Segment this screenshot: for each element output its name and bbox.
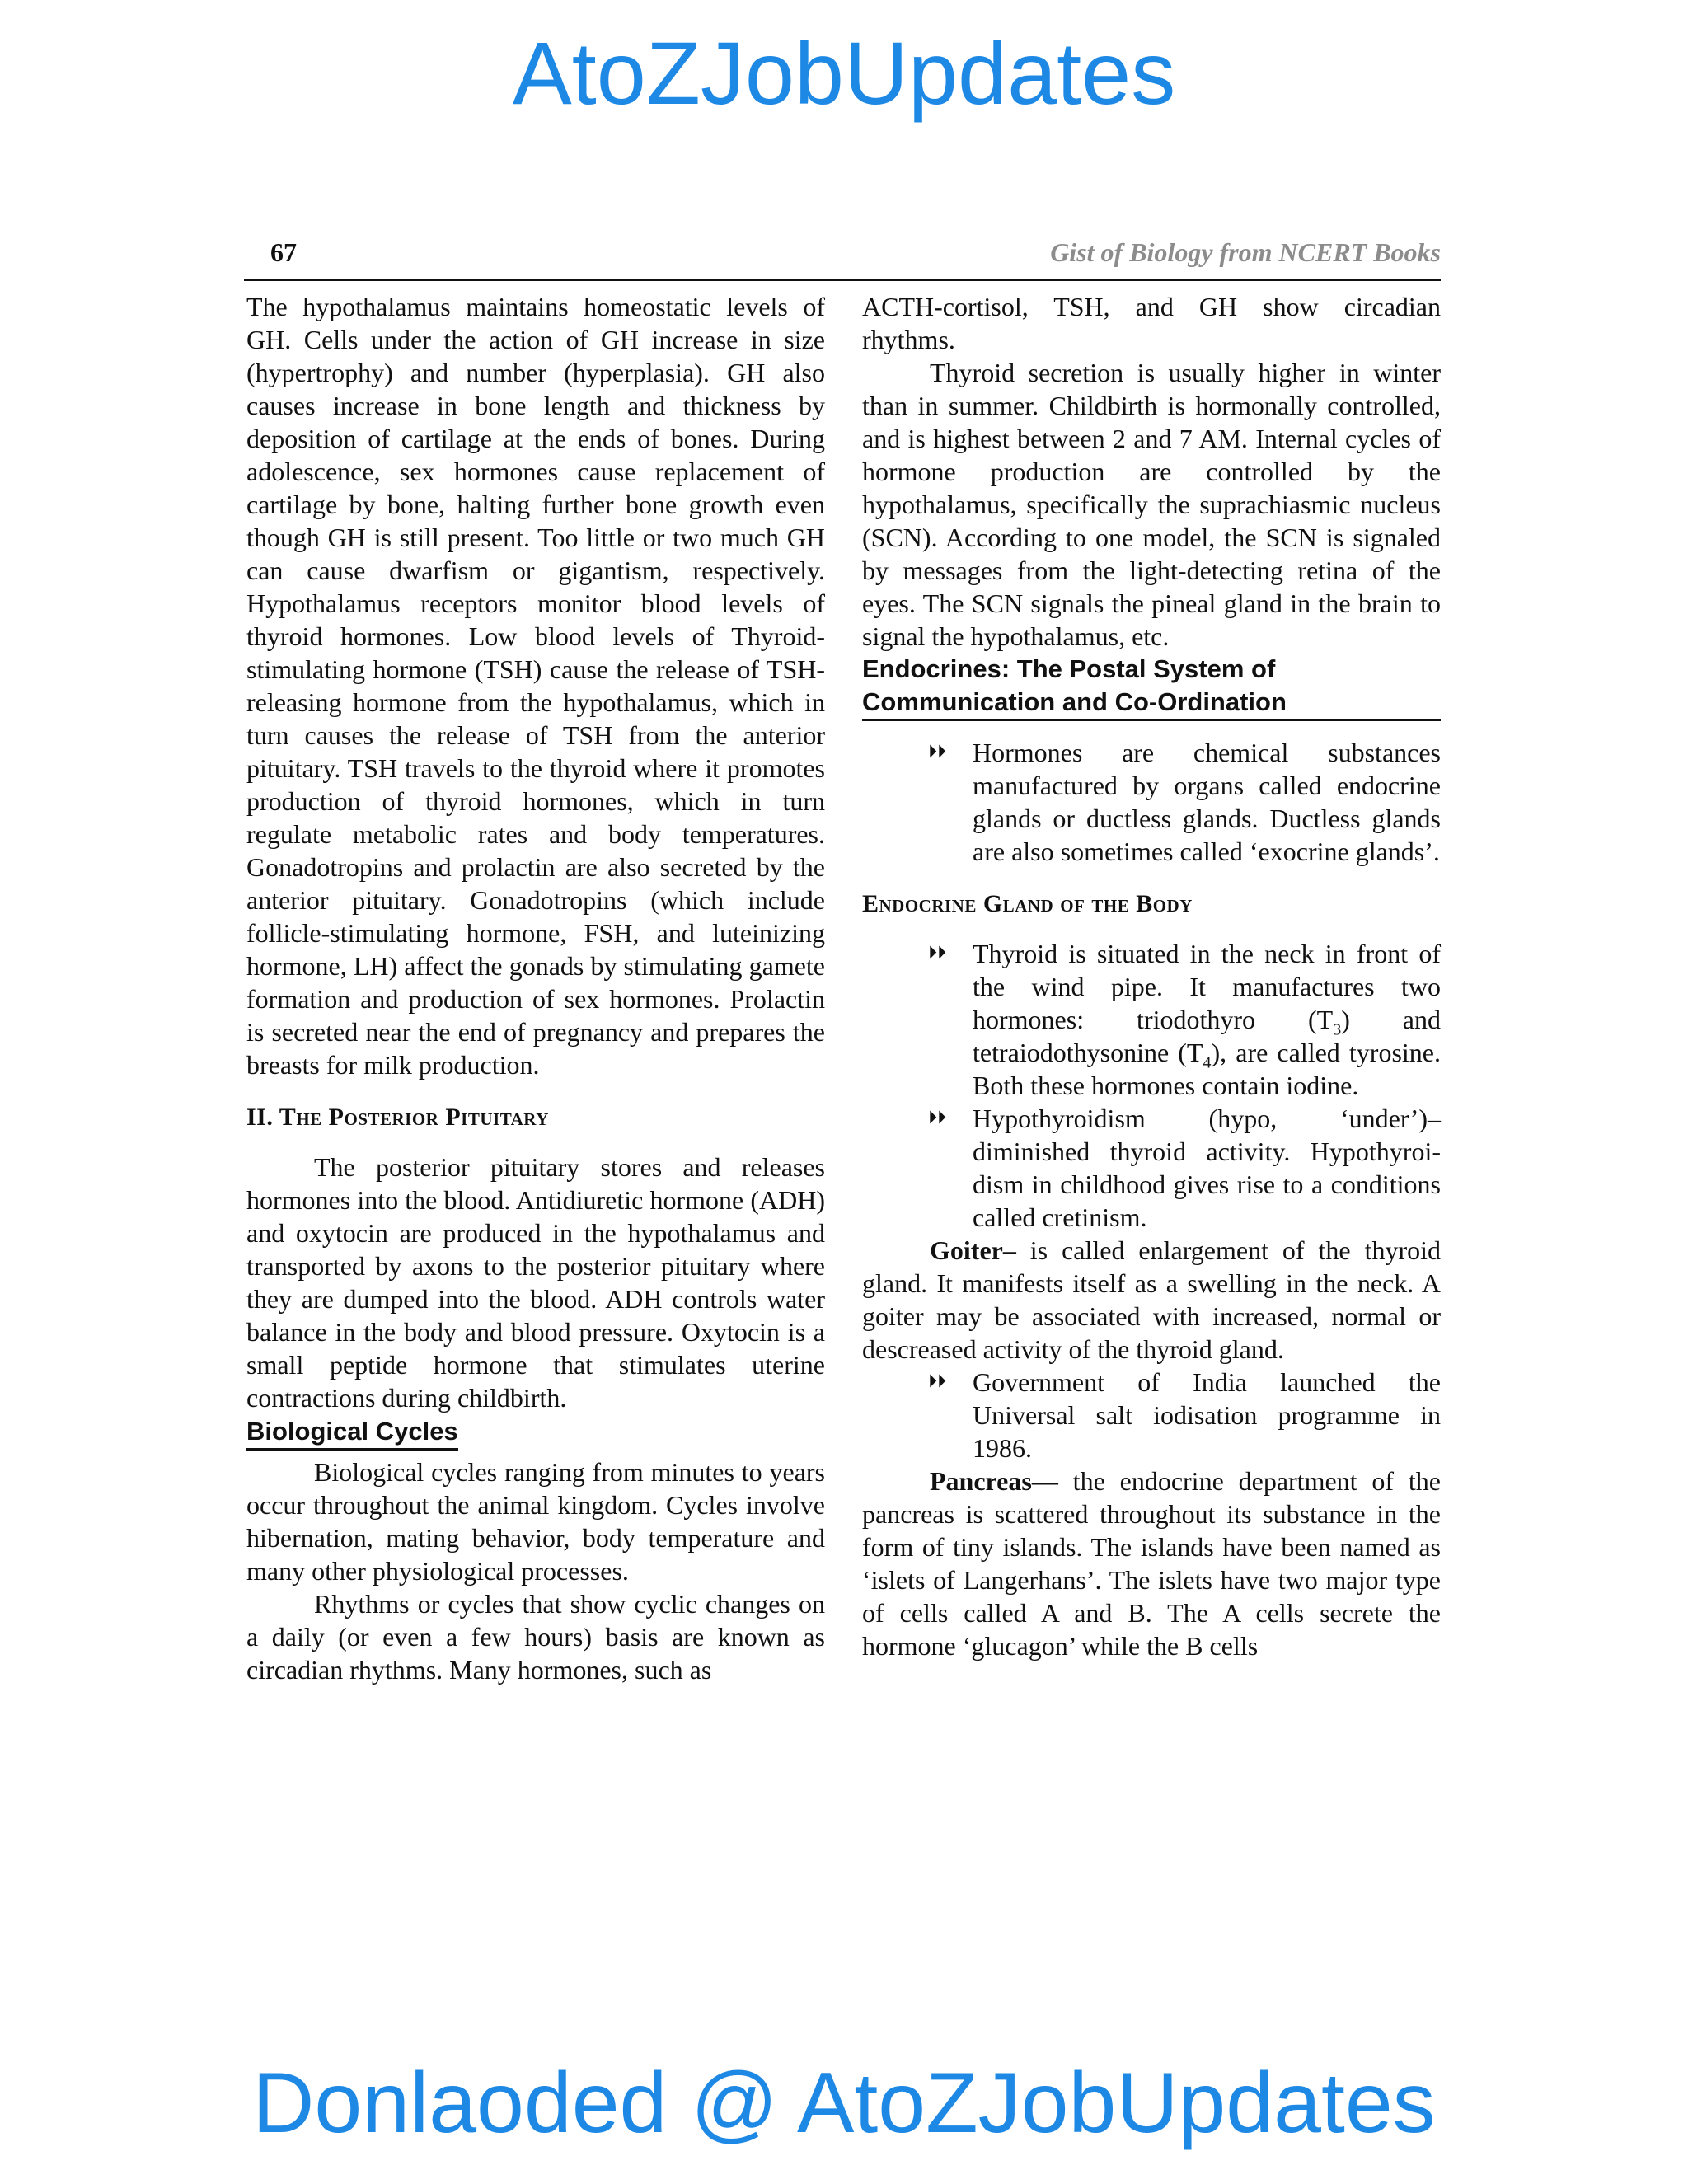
left-column [246,290,825,1686]
paragraph-posterior-pituitary: The posterior pituitary stores and releases hormones into the blood. Antidiuretic hormone (ADH) and oxytocin are produced in the hypothalamus and transported by axons to the posterior pituitary where they are dumped into the blood. ADH controls water balance in the body and blood pressure. Oxytocin is a small peptide hormone that stimulates uterine contractions during childbirth. [246,1152,825,1413]
double-arrow-bullet-icon: ⏵⏵ [928,943,947,963]
bullet-hypothyroidism-text: Hypothyroidism (hypo, ‘under’)– diminished thyroid activity. Hypothyroi-dism in childhood gives rise to a conditions called cretinism. [973,1104,1441,1232]
bullet-hormones [862,736,1441,868]
heading-biological-cycles: Biological Cycles [246,1415,458,1451]
bullet-hypothyroidism [862,1102,1441,1234]
section-heading-endocrine-gland: Endocrine Gland of the Body [862,890,1193,917]
thyroid-subscript-3: 3 [1333,1020,1342,1039]
thyroid-text-a: Thyroid is situated in the neck in front of the wind pipe. It manufactures two hormones: triodothyro (T [973,939,1441,1034]
paragraph-circadian-rhythms: Rhythms or cycles that show cyclic changes on a daily (or even a few hours) basis are known as circadian rhythms. Many hormones, such as [246,1589,825,1685]
book-title: Gist of Biology from NCERT Books [1050,237,1441,267]
bullet-salt-iodisation-text: Government of India launched the Universal salt iodisation programme in 1986. [973,1367,1441,1463]
running-head [244,231,1441,281]
page-number: 67 [270,237,297,267]
thyroid-text-b: ) and tetraiodothysonine (T [973,1005,1441,1067]
thyroid-subscript-4: 4 [1203,1053,1212,1072]
thyroid-text-c: ), are called tyrosine. Both these hormones contain iodine. [973,1038,1442,1100]
double-arrow-bullet-icon: ⏵⏵ [928,1108,947,1128]
pancreas-text: the endocrine department of the pancreas is scattered throughout its substance in the form of tiny islands. The islands have been named as ‘islets of Langerhans’. The islets have two major type of cells called A and B. The A cells secrete the hormone ‘glucagon’ while the B cells [862,1466,1441,1661]
heading-endocrines: Endocrines: The Postal System of Communication and Co-Ordination [862,653,1441,721]
paragraph-biological-cycles: Biological cycles ranging from minutes to years occur throughout the animal kingdom. Cycles involve hibernation, mating behavior, body temperature and many other physiological processes. [246,1457,825,1586]
right-column [862,290,1441,1662]
paragraph-goiter [862,1234,1441,1366]
watermark-bottom: Donlaoded @ AtoZJobUpdates [252,2055,1436,2151]
bullet-hormones-text: Hormones are chemical substances manufactured by organs called endocrine glands or ductless glands. Ductless glands are also sometimes called ‘exocrine glands’. [973,738,1441,866]
goiter-text: is called enlargement of the thyroid gland. It manifests itself as a swelling in the neck. A goiter may be associated with increased, normal or descreased activity of the thyroid gland. [862,1235,1441,1364]
paragraph-circadian-continued: ACTH-cortisol, TSH, and GH show circadian rhythms. [862,292,1441,354]
paragraph-gh: The hypothalamus maintains homeostatic levels of GH. Cells under the action of GH increase in size (hypertrophy) and number (hyperplasia). GH also causes increase in bone length and thickness by deposition of cartilage at the ends of bones. During adolescence, sex hormones cause replacement of cartilage by bone, halting further bone growth even though GH is still present. Too little or two much GH can cause dwarfism or gigantism, respectively. Hypothalamus receptors monitor blood levels of thyroid hormones. Low blood levels of Thyroid-stimulating hormone (TSH) cause the release of TSH-releasing hormone from the hypothalamus, which in turn causes the release of TSH from the anterior pituitary. TSH travels to the thyroid where it promotes production of thyroid hormones, which in turn regulate metabolic rates and body temperatures. Gonadotropins and prolactin are also secreted by the anterior pituitary. Gonadotropins (which include follicle-stimulating hormone, FSH, and luteinizing hormone, LH) affect the gonads by stimulating gamete formation and production of sex hormones. Prolactin is secreted near the end of pregnancy and prepares the breasts for milk production. [246,292,825,1080]
paragraph-thyroid-secretion: Thyroid secretion is usually higher in winter than in summer. Childbirth is hormonally controlled, and is highest between 2 and 7 AM. Internal cycles of hormone production are controlled by the hypothalamus, specifically the suprachiasmic nucleus (SCN). According to one model, the SCN is signaled by messages from the light-detecting retina of the eyes. The SCN signals the pineal gland in the brain to signal the hypothalamus, etc. [862,358,1441,651]
bullet-thyroid [862,937,1441,1102]
bullet-salt-iodisation [862,1366,1441,1465]
section-heading-posterior-pituitary: II. The Posterior Pituitary [246,1104,549,1131]
paragraph-pancreas [862,1465,1441,1662]
pancreas-label: Pancreas— [930,1466,1058,1496]
double-arrow-bullet-icon: ⏵⏵ [928,1371,947,1392]
double-arrow-bullet-icon: ⏵⏵ [928,742,947,762]
watermark-top: AtoZJobUpdates [512,23,1176,123]
goiter-label: Goiter– [930,1235,1016,1265]
